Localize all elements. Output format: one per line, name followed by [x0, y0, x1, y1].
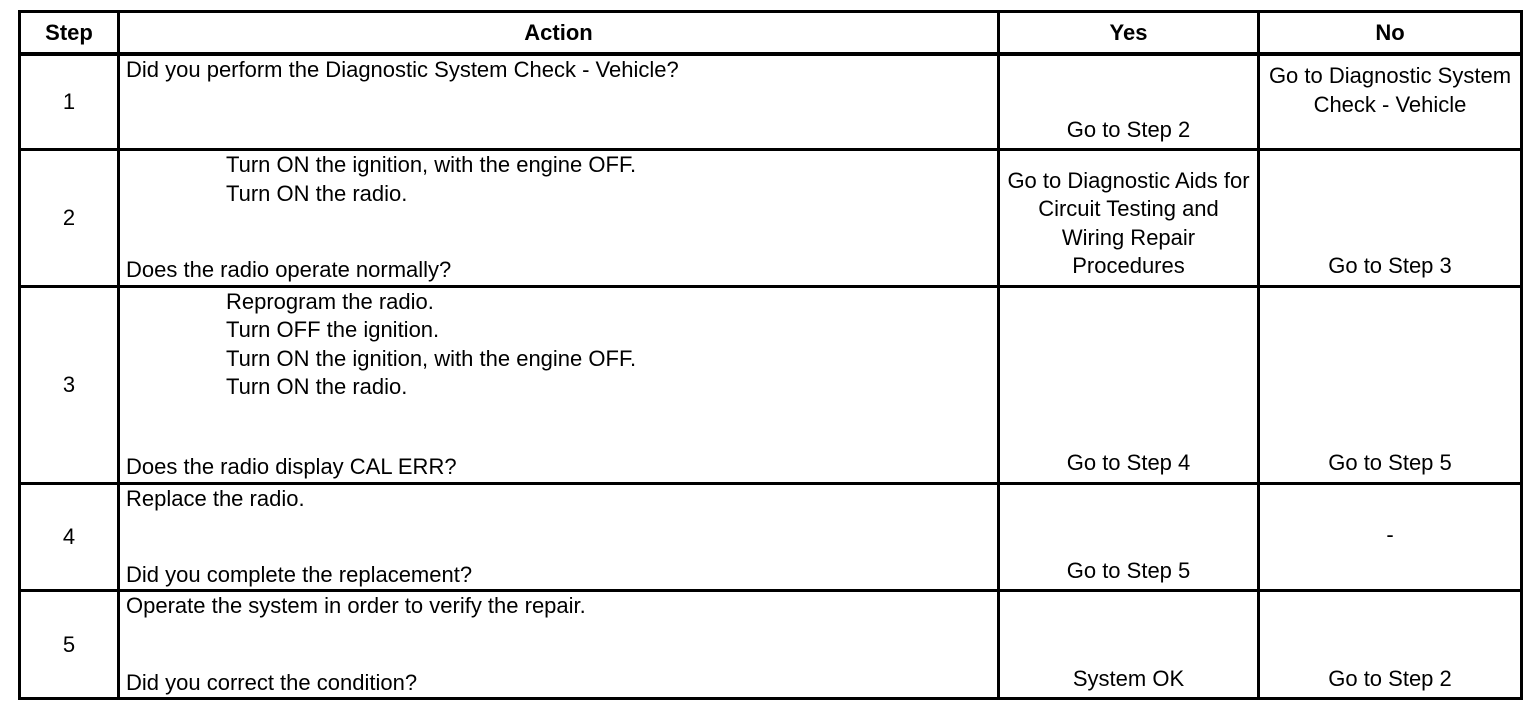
diagnostic-table: [18, 10, 1523, 700]
action-step-line: Turn ON the radio.: [226, 180, 408, 206]
step-number: 1: [20, 54, 119, 149]
yes-cell: Go to Step 4: [999, 286, 1259, 483]
action-step-line: Reprogram the radio.: [226, 288, 434, 314]
table-row: [20, 54, 1522, 149]
action-step-line: Turn ON the radio.: [226, 374, 408, 400]
action-step-line: Turn OFF the ignition.: [226, 317, 440, 343]
action-cell: [119, 286, 999, 483]
step-number: 4: [20, 483, 119, 591]
header-yes: Yes: [999, 12, 1259, 55]
header-step: Step: [20, 12, 119, 55]
table-row: [20, 286, 1522, 483]
table-row: [20, 150, 1522, 287]
yes-cell: System OK: [999, 591, 1259, 699]
table-row: [20, 483, 1522, 591]
action-intro: Operate the system in order to verify the repair.: [126, 593, 586, 619]
action-question: Did you perform the Diagnostic System Check - Vehicle?: [126, 57, 679, 83]
header-row: [20, 12, 1522, 55]
action-steps: [126, 151, 991, 208]
action-question: Did you complete the replacement?: [126, 561, 473, 587]
table-row: [20, 591, 1522, 699]
yes-cell: Go to Diagnostic Aids for Circuit Testing and Wiring Repair Procedures: [999, 150, 1259, 287]
action-question: Did you correct the condition?: [126, 669, 418, 695]
no-cell: -: [1259, 483, 1522, 591]
no-cell: Go to Step 3: [1259, 150, 1522, 287]
yes-cell: Go to Step 5: [999, 483, 1259, 591]
no-cell: Go to Step 2: [1259, 591, 1522, 699]
action-cell: [119, 483, 999, 591]
yes-cell: Go to Step 2: [999, 54, 1259, 149]
action-step-line: Turn ON the ignition, with the engine OFF.: [226, 345, 637, 371]
action-question: Does the radio operate normally?: [126, 257, 452, 283]
header-action: Action: [119, 12, 999, 55]
action-question: Does the radio display CAL ERR?: [126, 454, 457, 480]
action-intro: Replace the radio.: [126, 485, 305, 511]
action-steps: [126, 288, 991, 402]
step-number: 2: [20, 150, 119, 287]
no-cell: Go to Step 5: [1259, 286, 1522, 483]
action-cell: [119, 591, 999, 699]
header-no: No: [1259, 12, 1522, 55]
action-step-line: Turn ON the ignition, with the engine OFF.: [226, 152, 637, 178]
step-number: 5: [20, 591, 119, 699]
no-cell: Go to Diagnostic System Check - Vehicle: [1259, 54, 1522, 149]
action-cell: [119, 54, 999, 149]
action-cell: [119, 150, 999, 287]
step-number: 3: [20, 286, 119, 483]
